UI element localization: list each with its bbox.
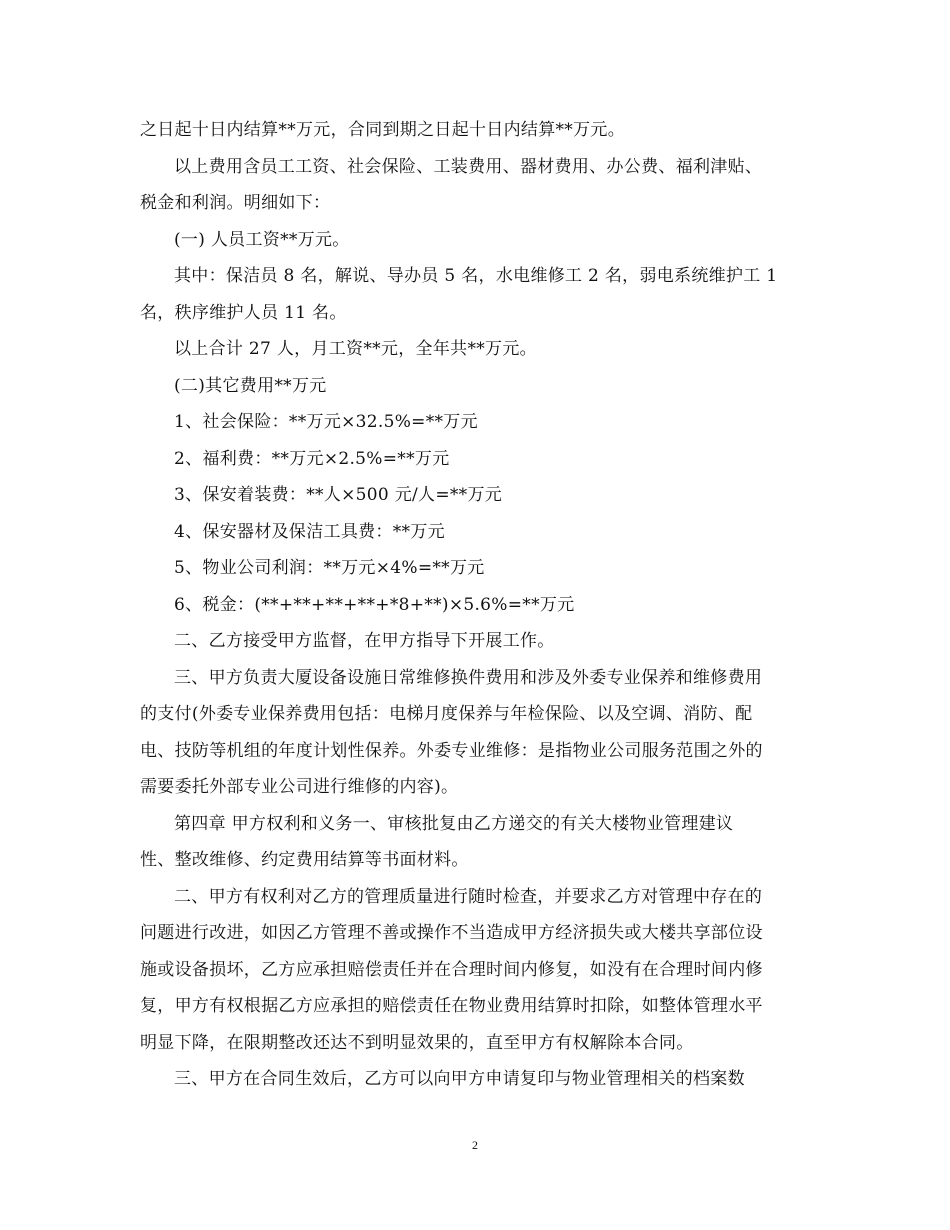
text-line: 2、福利费：**万元×2.5%=**万元 [174,448,450,469]
text-line: 1、社会保险：**万元×32.5%=**万元 [174,412,478,432]
text-line: 第四章 甲方权利和义务一、审核批复由乙方递交的有关大楼物业管理建议 [174,813,734,834]
text-line: 5、物业公司利润：**万元×4%=**万元 [174,558,485,578]
text-line: (一) 人员工资**万元。 [174,229,350,250]
text-line: 三、甲方在合同生效后，乙方可以向甲方申请复印与物业管理相关的档案数 [174,1069,745,1089]
text-line: 的支付(外委专业保养费用包括：电梯月度保养与年检保险、以及空调、消防、配 [140,704,753,724]
text-line: 复，甲方有权根据乙方应承担的赔偿责任在物业费用结算时扣除，如整体管理水平 [140,996,763,1016]
text-line: 三、甲方负责大厦设备设施日常维修换件费用和涉及外委专业保养和维修费用 [174,667,763,688]
text-line: 需要委托外部专业公司进行维修的内容)。 [140,777,459,797]
page-number: 2 [472,1138,478,1152]
text-line: 6、税金：(**+**+**+**+*8+**)×5.6%=**万元 [174,594,575,615]
text-line: 以上费用含员工工资、社会保险、工装费用、器材费用、办公费、福利津贴、 [174,156,763,177]
text-line: 3、保安着装费：**人×500 元/人=**万元 [174,485,503,505]
text-line: 之日起十日内结算**万元，合同到期之日起十日内结算**万元。 [140,120,625,140]
text-line: 电、技防等机组的年度计划性保养。外委专业维修：是指物业公司服务范围之外的 [140,740,763,761]
document-body [140,112,820,1098]
text-line: 名，秩序维护人员 11 名。 [140,302,347,323]
text-line: 问题进行改进，如因乙方管理不善或操作不当造成甲方经济损失或大楼共享部位设 [140,923,763,943]
text-line: 明显下降，在限期整改还达不到明显效果的，直至甲方有权解除本合同。 [140,1032,694,1053]
text-line: 其中：保洁员 8 名，解说、导办员 5 名，水电维修工 2 名，弱电系统维护工 1 [174,266,778,286]
text-line: 施或设备损坏，乙方应承担赔偿责任并在合理时间内修复，如没有在合理时间内修 [140,959,763,980]
text-line: 二、甲方有权利对乙方的管理质量进行随时检查，并要求乙方对管理中存在的 [174,886,763,907]
text-line: 4、保安器材及保洁工具费：**万元 [174,521,445,542]
text-line: (二)其它费用**万元 [174,375,327,396]
text-line: 以上合计 27 人，月工资**元，全年共**万元。 [174,339,537,359]
text-line: 二、乙方接受甲方监督，在甲方指导下开展工作。 [174,631,555,651]
text-line: 税金和利润。明细如下： [140,193,331,213]
text-line: 性、整改维修、约定费用结算等书面材料。 [140,850,469,870]
